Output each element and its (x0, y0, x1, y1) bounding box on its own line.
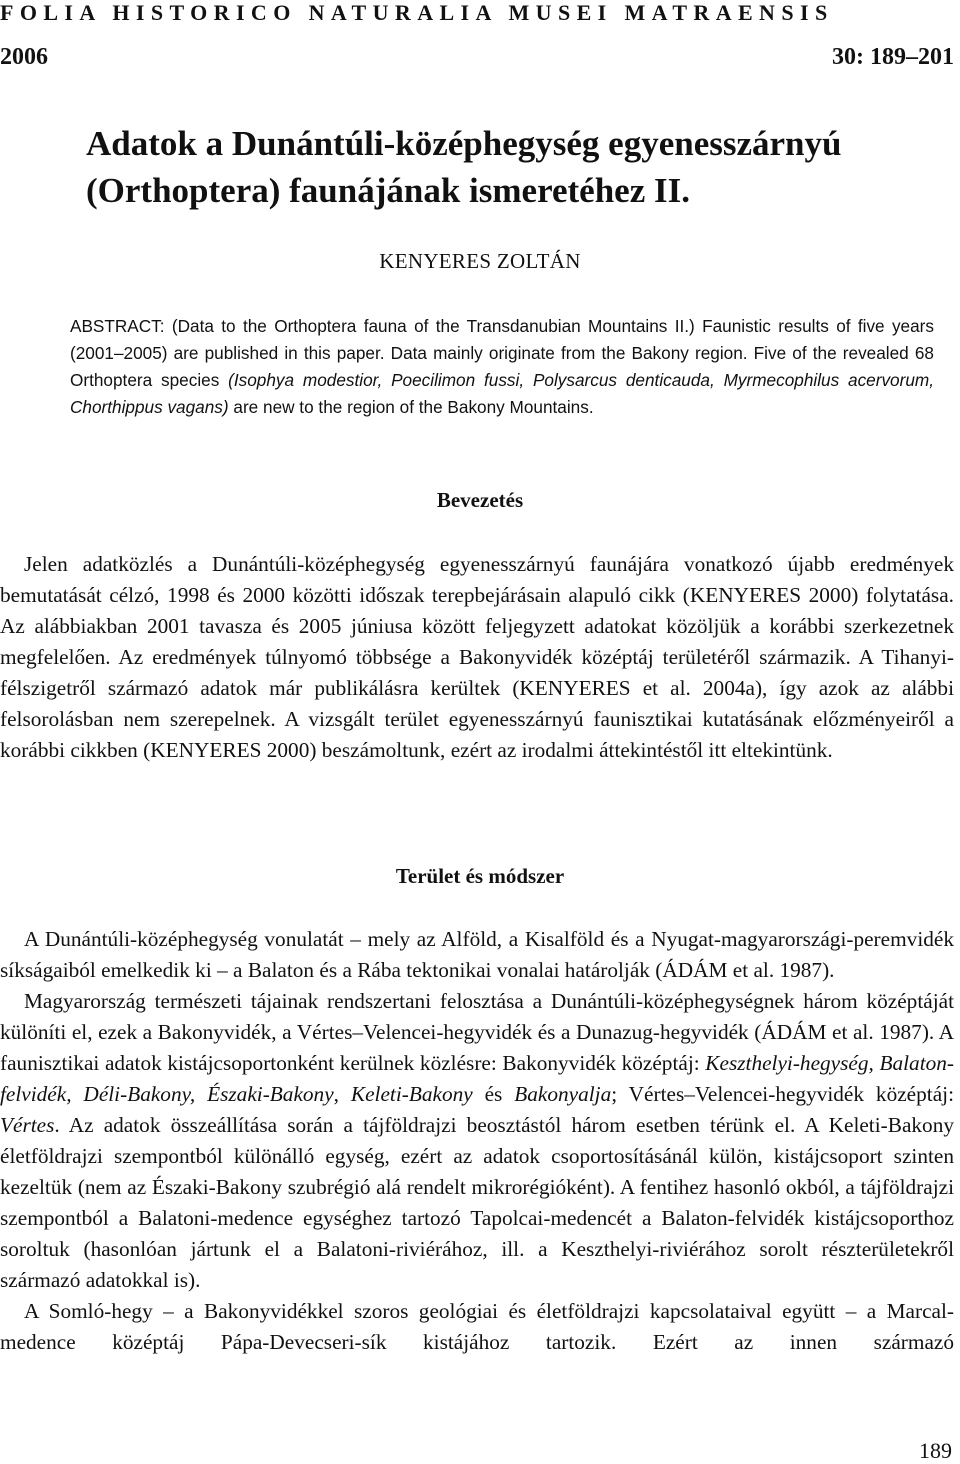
text-run: ; Vértes–Velencei-hegyvidék középtáj: (611, 1082, 954, 1106)
abstract-body (26, 313, 934, 421)
title-line-1: Adatok a Dunántúli-középhegység egyenesszárnyú (86, 124, 842, 163)
methods-body (0, 924, 954, 1358)
page-number: 189 (919, 1438, 952, 1463)
methods-paragraph-1 (0, 924, 954, 986)
journal-name: FOLIA HISTORICO NATURALIA MUSEI MATRAENSIS (0, 0, 834, 25)
text-run: , (333, 1082, 351, 1106)
abstract-text-a: (Data to the Orthoptera fauna of the Transdanubian Mountains II.) Faunistic results of five years (2001–2005) are published in this paper. Data mainly originate from the Bakony region. Five of the revealed 68 Orthoptera species (70, 316, 934, 390)
article-title (86, 120, 886, 214)
text-run: Jelen adatközlés a Dunántúli-középhegység egyenesszárnyú faunájára vonatkozó újabb eredmények bemutatását célzó, 1998 és 2000 közötti időszak terepbejárásain alapuló cikk ( (0, 552, 954, 607)
citation-author: KENYERES (150, 738, 262, 762)
methods-paragraph-2 (0, 986, 954, 1296)
text-run: et al. 1987). (727, 958, 835, 982)
text-run: és (472, 1082, 515, 1106)
abstract-text-b: are new to the region of the Bakony Mountains. (233, 397, 594, 417)
intro-paragraph (0, 549, 954, 766)
text-run: A Dunántúli-középhegység vonulatát – mely az Alföld, a Kisalföld és a Nyugat-magyarországi-peremvidék síkságaiból emelkedik ki – a Balaton és a Rába tektonikai vonalai határolják ( (0, 927, 954, 982)
region-name: Vértes (0, 1113, 55, 1137)
citation-author: KENYERES (519, 676, 631, 700)
abstract-species: (Isophya modestior, Poecilimon fussi, Polysarcus denticauda, Myrmecophilus acervorum, Chorthippus vagans) (70, 370, 934, 417)
methods-paragraph-3: A Somló-hegy – a Bakonyvidékkel szoros geológiai és életföldrajzi kapcsolataival együtt – a Marcal-medence középtáj Pápa-Devecseri-sík kistájához tartozik. Ezért az innen származó (0, 1299, 954, 1354)
year: 2006 (0, 44, 48, 70)
issue-meta (0, 44, 954, 71)
text-run: 2000) beszámoltunk, ezért az irodalmi áttekintéstől itt eltekintünk. (261, 738, 833, 762)
text-run: et al. 2004a), így azok az alábbi felsorolásban nem szerepelnek. A vizsgált terület egyenesszárnyú faunisztikai kutatásának előzményeiről a korábbi cikkben ( (0, 676, 954, 762)
text-run: 2000) folytatása. Az alábbiakban 2001 tavasza és 2005 júniusa között feljegyzett adatokat közöljük a korábbi szerkezetnek megfelelően. Az eredmények túlnyomó többsége a Bakonyvidék középtáj területéről származik. A Tihanyi-félszigetről származó adatok már publikálásra kerültek ( (0, 583, 954, 700)
region-name: Keleti-Bakony (350, 1082, 473, 1106)
text-run: Magyarország természeti tájainak rendszertani felosztása a Dunántúli-középhegységnek három középtáját különíti el, ezek a Bakonyvidék, a Vértes–Velencei-hegyvidék és a Dunazug-hegyvidék ( (0, 989, 954, 1044)
region-names: Keszthelyi-hegység, Balaton-felvidék, Déli-Bakony, Északi-Bakony (0, 1051, 954, 1106)
citation-author: ÁDÁM (662, 958, 728, 982)
region-name: Bakonyalja (514, 1082, 612, 1106)
citation-author: KENYERES (689, 583, 802, 607)
author-name: KENYERES ZOLTÁN (379, 249, 581, 273)
text-run: et al. 1987). A faunisztikai adatok kistájcsoportonként kerülnek közlésre: Bakonyvidék középtáj: (0, 1020, 955, 1075)
section-heading-methods: Terület és módszer (395, 864, 565, 888)
volume-pages: 30: 189–201 (832, 44, 954, 70)
title-line-2: (Orthoptera) faunájának ismeretéhez II. (86, 171, 690, 210)
abstract (26, 313, 934, 421)
citation-author: ÁDÁM (761, 1020, 827, 1044)
abstract-label: ABSTRACT: (70, 316, 165, 336)
section-heading-intro: Bevezetés (436, 488, 524, 512)
text-run: . Az adatok összeállítása során a tájföldrajzi beosztástól három esetben térünk el. A Keleti-Bakony életföldrajzi szempontból különálló egység, ezért az adatok csoportosításánál külön, kistájcsoport szinten kezeltük (nem az Északi-Bakony szubrégió alá rendelt mikrorégióként). A fentihez hasonló okból, a tájföldrajzi szempontból a Balatoni-medence egységhez tartozó Tapolcai-medencét a Balaton-felvidék kistájcsoporthoz soroltuk (hasonlóan jártunk el a Balatoni-riviérához, ill. a Keszthelyi-riviérához sorolt részterületekről származó adatokkal is). (0, 1113, 954, 1292)
intro-body (0, 549, 954, 766)
author (0, 249, 960, 274)
